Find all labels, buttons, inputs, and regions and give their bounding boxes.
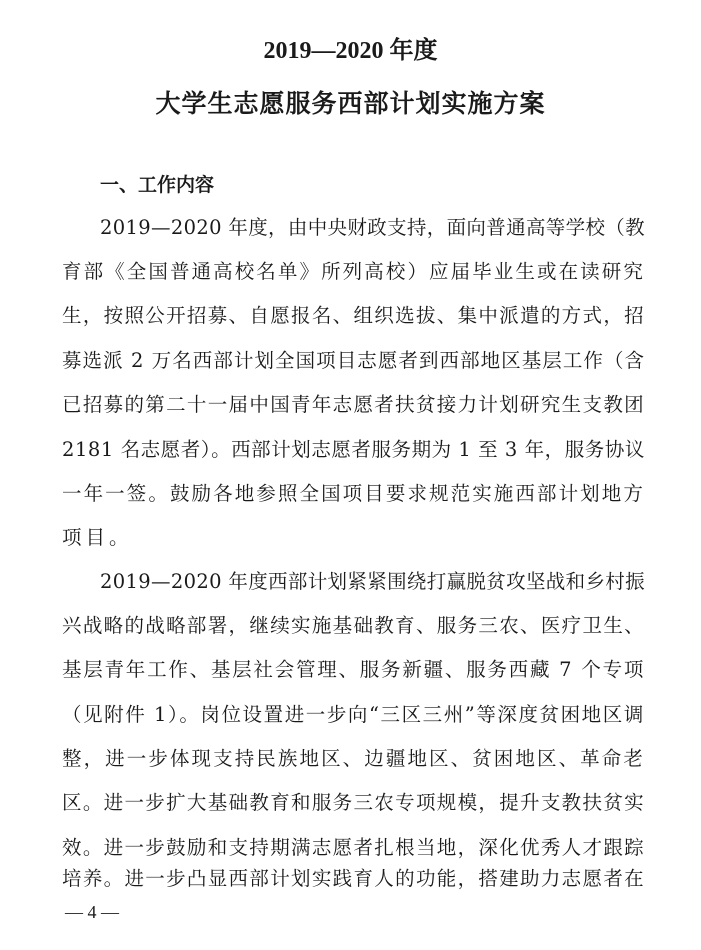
text-line: （见附件 1）。岗位设置进一步向“三区三州”等深度贫困地区调	[62, 703, 645, 726]
section-heading: 一、工作内容	[100, 174, 215, 196]
text-line: 兴战略的战略部署，继续实施基础教育、服务三农、医疗卫生、	[62, 614, 645, 637]
text-line: 育部《全国普通高校名单》所列高校）应届毕业生或在读研究	[62, 260, 645, 283]
text-line: 整，进一步体现支持民族地区、边疆地区、贫困地区、革命老	[62, 747, 645, 770]
text-line: 一年一签。鼓励各地参照全国项目要求规范实施西部计划地方	[62, 482, 645, 505]
text-line: 效。进一步鼓励和支持期满志愿者扎根当地，深化优秀人才跟踪	[62, 836, 645, 859]
text-line: 培养。进一步凸显西部计划实践育人的功能，搭建助力志愿者在	[62, 867, 645, 890]
text-line: 募选派 2 万名西部计划全国项目志愿者到西部地区基层工作（含	[62, 349, 646, 372]
page-number: — 4 —	[65, 902, 119, 922]
text-line: 2019—2020 年度，由中央财政支持，面向普通高等学校（教	[100, 216, 645, 239]
document-title: 大学生志愿服务西部计划实施方案	[155, 89, 546, 118]
text-line: 项目。	[62, 526, 133, 549]
text-line: 基层青年工作、基层社会管理、服务新疆、服务西藏 7 个专项	[62, 658, 646, 681]
text-line: 2019—2020 年度西部计划紧紧围绕打赢脱贫攻坚战和乡村振	[100, 570, 645, 593]
text-line: 已招募的第二十一届中国青年志愿者扶贫接力计划研究生支教团	[62, 393, 645, 416]
text-line: 区。进一步扩大基础教育和服务三农专项规模，提升支教扶贫实	[62, 791, 645, 814]
text-line: 2181 名志愿者）。西部计划志愿者服务期为 1 至 3 年，服务协议	[62, 438, 645, 461]
text-line: 生，按照公开招募、自愿报名、组织选拔、集中派遣的方式，招	[62, 304, 645, 327]
document-title-year: 2019—2020 年度	[263, 38, 438, 64]
